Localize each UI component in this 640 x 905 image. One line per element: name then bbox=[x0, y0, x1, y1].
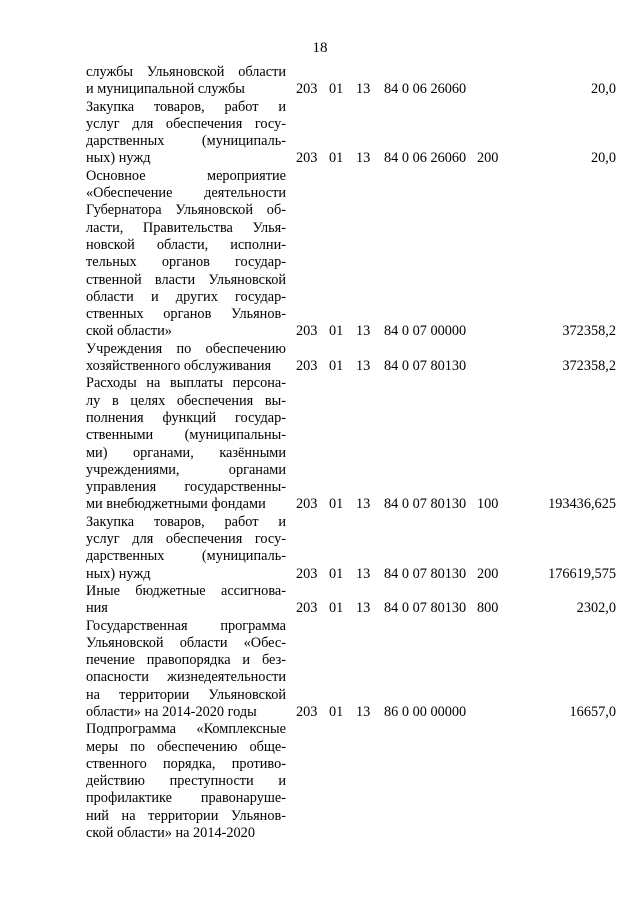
description-line: Иные бюджетные ассигнова- bbox=[86, 582, 286, 599]
description-line: Губернатора Ульяновской об- bbox=[86, 202, 286, 219]
description-line: области» на 2014-2020 годы bbox=[86, 703, 257, 720]
description-line: меры по обеспечению обще- bbox=[86, 738, 286, 755]
section-code: 01 bbox=[329, 496, 344, 513]
description-line: ми внебюджетными фондами bbox=[86, 496, 266, 513]
expense-type-code: 200 bbox=[477, 565, 499, 582]
description-line: лу в целях обеспечения вы- bbox=[86, 392, 286, 409]
row-description bbox=[86, 99, 286, 168]
row-codes bbox=[296, 358, 616, 375]
target-article-code: 86 0 00 00000 bbox=[384, 703, 467, 720]
description-line: на территории Ульяновской bbox=[86, 686, 286, 703]
admin-code: 203 bbox=[296, 703, 318, 720]
table-row bbox=[86, 583, 616, 618]
description-line: Ульяновской области «Обес- bbox=[86, 634, 286, 651]
subsection-code: 13 bbox=[356, 150, 371, 167]
description-line: ственной власти Ульяновской bbox=[86, 271, 286, 288]
section-code: 01 bbox=[329, 323, 344, 340]
description-line: управления государственны- bbox=[86, 479, 286, 496]
target-article-code: 84 0 07 80130 bbox=[384, 358, 467, 375]
description-line: дарственных (муниципаль- bbox=[86, 548, 286, 565]
subsection-code: 13 bbox=[356, 703, 371, 720]
subsection-code: 13 bbox=[356, 565, 371, 582]
expense-type-code: 100 bbox=[477, 496, 499, 513]
row-codes bbox=[296, 150, 616, 167]
subsection-code: 13 bbox=[356, 600, 371, 617]
amount: 176619,575 bbox=[548, 565, 616, 582]
description-line: Учреждения по обеспечению bbox=[86, 340, 286, 357]
table-row bbox=[86, 514, 616, 583]
row-codes bbox=[296, 704, 616, 721]
amount: 372358,2 bbox=[562, 358, 616, 375]
section-code: 01 bbox=[329, 150, 344, 167]
expense-type-code: 800 bbox=[477, 600, 499, 617]
description-line: области и других государ- bbox=[86, 288, 286, 305]
section-code: 01 bbox=[329, 358, 344, 375]
row-description bbox=[86, 64, 286, 99]
description-line: Закупка товаров, работ и bbox=[86, 98, 286, 115]
row-description bbox=[86, 514, 286, 583]
row-codes bbox=[296, 566, 616, 583]
description-line: дарственных (муниципаль- bbox=[86, 133, 286, 150]
admin-code: 203 bbox=[296, 565, 318, 582]
description-line: ственными (муниципальны- bbox=[86, 427, 286, 444]
description-line: учреждениями, органами bbox=[86, 461, 286, 478]
subsection-code: 13 bbox=[356, 496, 371, 513]
description-line: службы Ульяновской области bbox=[86, 64, 286, 80]
row-description bbox=[86, 721, 286, 842]
row-description bbox=[86, 341, 286, 376]
table-row bbox=[86, 99, 616, 168]
table-row bbox=[86, 341, 616, 376]
row-codes bbox=[296, 496, 616, 513]
description-line: печение правопорядка и без- bbox=[86, 652, 286, 669]
target-article-code: 84 0 07 00000 bbox=[384, 323, 467, 340]
description-line: опасности жизнедеятельности bbox=[86, 669, 286, 686]
section-code: 01 bbox=[329, 600, 344, 617]
subsection-code: 13 bbox=[356, 323, 371, 340]
target-article-code: 84 0 06 26060 bbox=[384, 81, 467, 98]
page-number: 18 bbox=[312, 40, 328, 56]
description-line: услуг для обеспечения госу- bbox=[86, 115, 286, 132]
admin-code: 203 bbox=[296, 150, 318, 167]
amount: 2302,0 bbox=[576, 600, 616, 617]
amount: 20,0 bbox=[590, 150, 616, 167]
admin-code: 203 bbox=[296, 358, 318, 375]
description-line: тельных органов государ- bbox=[86, 254, 286, 271]
description-line: Государственная программа bbox=[86, 617, 286, 634]
description-line: действию преступности и bbox=[86, 773, 286, 790]
section-code: 01 bbox=[329, 703, 344, 720]
target-article-code: 84 0 06 26060 bbox=[384, 150, 467, 167]
admin-code: 203 bbox=[296, 600, 318, 617]
description-line: ных) нужд bbox=[86, 565, 151, 582]
table-row bbox=[86, 375, 616, 513]
row-description bbox=[86, 168, 286, 341]
description-line: профилактике правонаруше- bbox=[86, 790, 286, 807]
admin-code: 203 bbox=[296, 496, 318, 513]
budget-table bbox=[86, 64, 616, 842]
target-article-code: 84 0 07 80130 bbox=[384, 565, 467, 582]
amount: 193436,625 bbox=[548, 496, 616, 513]
subsection-code: 13 bbox=[356, 81, 371, 98]
row-description bbox=[86, 618, 286, 722]
row-description bbox=[86, 375, 286, 513]
amount: 372358,2 bbox=[562, 323, 616, 340]
description-line: услуг для обеспечения госу- bbox=[86, 531, 286, 548]
description-line: ных) нужд bbox=[86, 150, 151, 167]
target-article-code: 84 0 07 80130 bbox=[384, 600, 467, 617]
row-codes bbox=[296, 600, 616, 617]
description-line: новской области, исполни- bbox=[86, 236, 286, 253]
description-line: хозяйственного обслуживания bbox=[86, 358, 272, 375]
description-line: Подпрограмма «Комплексные bbox=[86, 721, 286, 738]
expense-type-code: 200 bbox=[477, 150, 499, 167]
description-line: ми) органами, казёнными bbox=[86, 444, 286, 461]
description-line: ственного порядка, противо- bbox=[86, 755, 286, 772]
description-line: ской области» bbox=[86, 323, 172, 340]
table-row bbox=[86, 721, 616, 842]
description-line: и муниципальной службы bbox=[86, 81, 245, 98]
subsection-code: 13 bbox=[356, 358, 371, 375]
description-line: ласти, Правительства Улья- bbox=[86, 219, 286, 236]
row-description bbox=[86, 583, 286, 618]
description-line: ственных органов Ульянов- bbox=[86, 306, 286, 323]
section-code: 01 bbox=[329, 81, 344, 98]
section-code: 01 bbox=[329, 565, 344, 582]
description-line: ний на территории Ульянов- bbox=[86, 807, 286, 824]
row-codes bbox=[296, 81, 616, 98]
row-codes bbox=[296, 825, 616, 842]
description-line: ния bbox=[86, 600, 108, 617]
admin-code: 203 bbox=[296, 81, 318, 98]
amount: 16657,0 bbox=[569, 703, 616, 720]
row-codes bbox=[296, 323, 616, 340]
description-line: полнения функций государ- bbox=[86, 409, 286, 426]
admin-code: 203 bbox=[296, 323, 318, 340]
target-article-code: 84 0 07 80130 bbox=[384, 496, 467, 513]
description-line: Расходы на выплаты персона- bbox=[86, 375, 286, 392]
description-line: Основное мероприятие bbox=[86, 167, 286, 184]
table-row bbox=[86, 64, 616, 99]
description-line: Закупка товаров, работ и bbox=[86, 513, 286, 530]
table-row bbox=[86, 618, 616, 722]
table-row bbox=[86, 168, 616, 341]
amount: 20,0 bbox=[590, 81, 616, 98]
description-line: ской области» на 2014-2020 bbox=[86, 825, 255, 842]
description-line: «Обеспечение деятельности bbox=[86, 185, 286, 202]
